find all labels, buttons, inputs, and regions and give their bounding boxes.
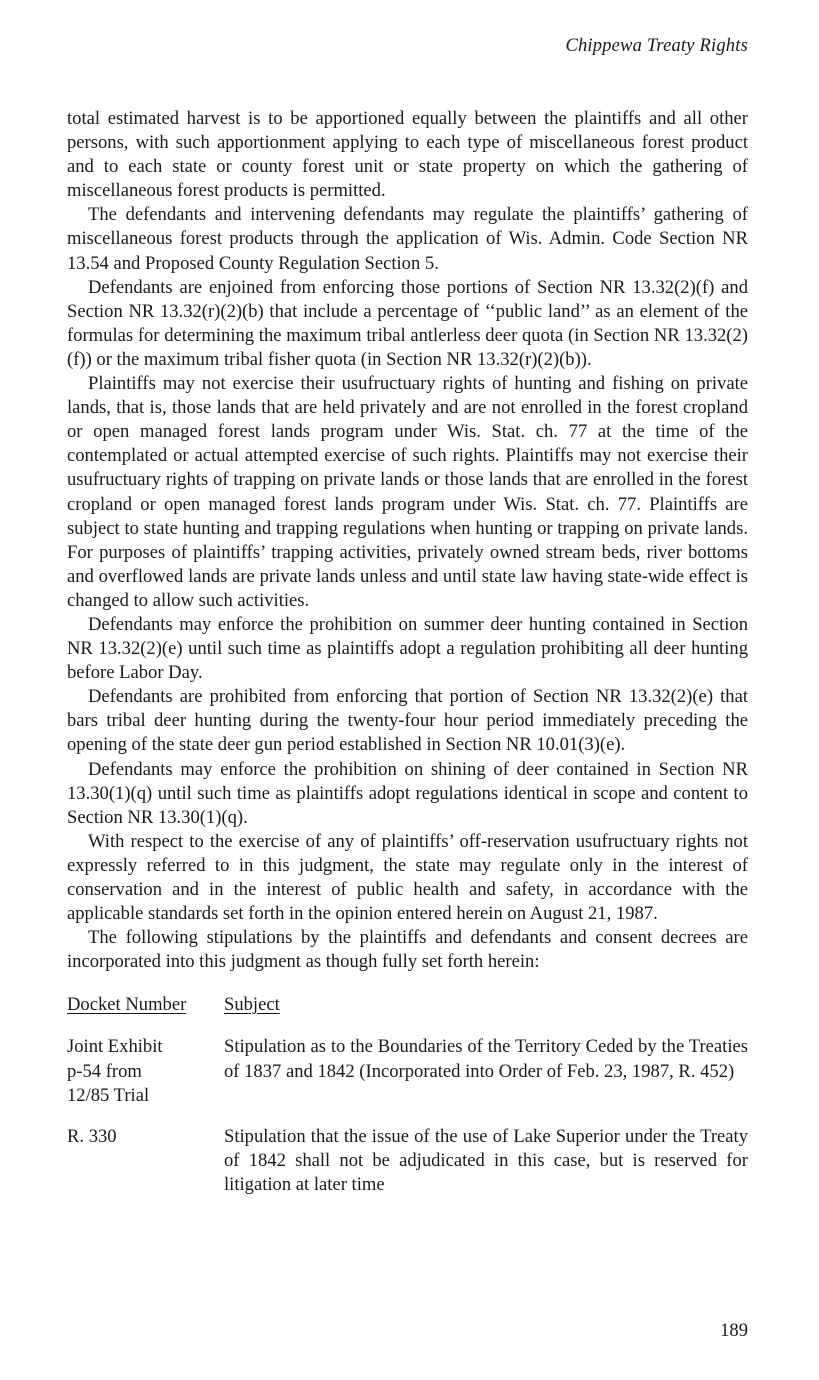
- paragraph-shining-deer: Defendants may enforce the prohibition on shining of deer contained in Section NR 13.30(1)(q) until such time as plaintiffs adopt regulations identical in scope and content to Section NR 13.30(1)(q).: [67, 758, 748, 828]
- page-number: 189: [720, 1320, 748, 1341]
- paragraph-deer-gun-period: Defendants are prohibited from enforcing that portion of Section NR 13.32(2)(e) that bars tribal deer hunting during the twenty-four hour period immediately preceding the opening of the state deer gun period established in Section NR 10.01(3)(e).: [67, 686, 748, 756]
- paragraph-continuation: total estimated harvest is to be apportioned equally between the plaintiffs and all other persons, with such apportionment applying to each type of miscellaneous forest product and to each state or county forest unit or state property on which the gathering of miscellaneous forest products is permitted.: [67, 108, 748, 202]
- docket-column-header: Docket Number: [67, 994, 187, 1016]
- table-row: [67, 1125, 748, 1197]
- docket-cell: Joint Exhibit p-54 from 12/85 Trial: [67, 1036, 163, 1106]
- paragraph-private-lands: Plaintiffs may not exercise their usufructuary rights of hunting and fishing on private lands, that is, those lands that are held privately and are not enrolled in the forest cropland or open managed forest lands program under Wis. Stat. ch. 77 at the time of the contemplated or actual attempted exercise of such rights. Plaintiffs may not exercise their usufructuary rights of trapping on private lands or those lands that are enrolled in the forest cropland or open managed forest lands program under Wis. Stat. ch. 77. Plaintiffs are subject to state hunting and trapping regulations when hunting or trapping on private lands. For purposes of plaintiffs’ trapping activities, privately owned stream beds, river bottoms and overflowed lands are private lands unless and until state law having state-wide effect is changed to allow such activities.: [67, 373, 748, 611]
- subject-column-header: Subject: [224, 994, 280, 1016]
- subject-cell: Stipulation that the issue of the use of Lake Superior under the Treaty of 1842 shall not be adjudicated in this case, but is reserved for litigation at later time: [224, 1125, 748, 1195]
- stipulations-table: [67, 1035, 748, 1197]
- paragraph-summer-deer-hunting: Defendants may enforce the prohibition on summer deer hunting contained in Section NR 13.32(2)(e) until such time as plaintiffs adopt a regulation prohibiting all deer hunting before Labor Day.: [67, 613, 748, 684]
- stipulations-table-header: [67, 993, 748, 1017]
- docket-cell: R. 330: [67, 1125, 117, 1147]
- paragraph-stipulations-intro: The following stipulations by the plaintiffs and defendants and consent decrees are incorporated into this judgment as though fully set forth herein:: [67, 927, 748, 973]
- paragraph-off-reservation-rights: With respect to the exercise of any of plaintiffs’ off-reservation usufructuary rights not expressly referred to in this judgment, the state may regulate only in the interest of conservation and in the interest of public health and safety, in accordance with the applicable standards set forth in the opinion entered herein on August 21, 1987.: [67, 830, 748, 925]
- page-body: [67, 107, 748, 1214]
- running-header: Chippewa Treaty Rights: [565, 36, 748, 56]
- paragraph-forest-products-regulation: The defendants and intervening defendants may regulate the plaintiffs’ gathering of miscellaneous forest products through the application of Wis. Admin. Code Section NR 13.54 and Proposed County Regulation Section 5.: [67, 204, 748, 274]
- table-row: [67, 1035, 748, 1107]
- paragraph-public-land-injunction: Defendants are enjoined from enforcing those portions of Section NR 13.32(2)(f) and Section NR 13.32(r)(2)(b) that include a percentage of ‘‘public land’’ as an element of the formulas for determining the maximum tribal antlerless deer quota (in Section NR 13.32(2)(f)) or the maximum tribal fisher quota (in Section NR 13.32(r)(2)(b)).: [67, 276, 748, 370]
- subject-cell: Stipulation as to the Boundaries of the Territory Ceded by the Treaties of 1837 and 1842 (Incorporated into Order of Feb. 23, 1987, R. 452): [224, 1036, 748, 1082]
